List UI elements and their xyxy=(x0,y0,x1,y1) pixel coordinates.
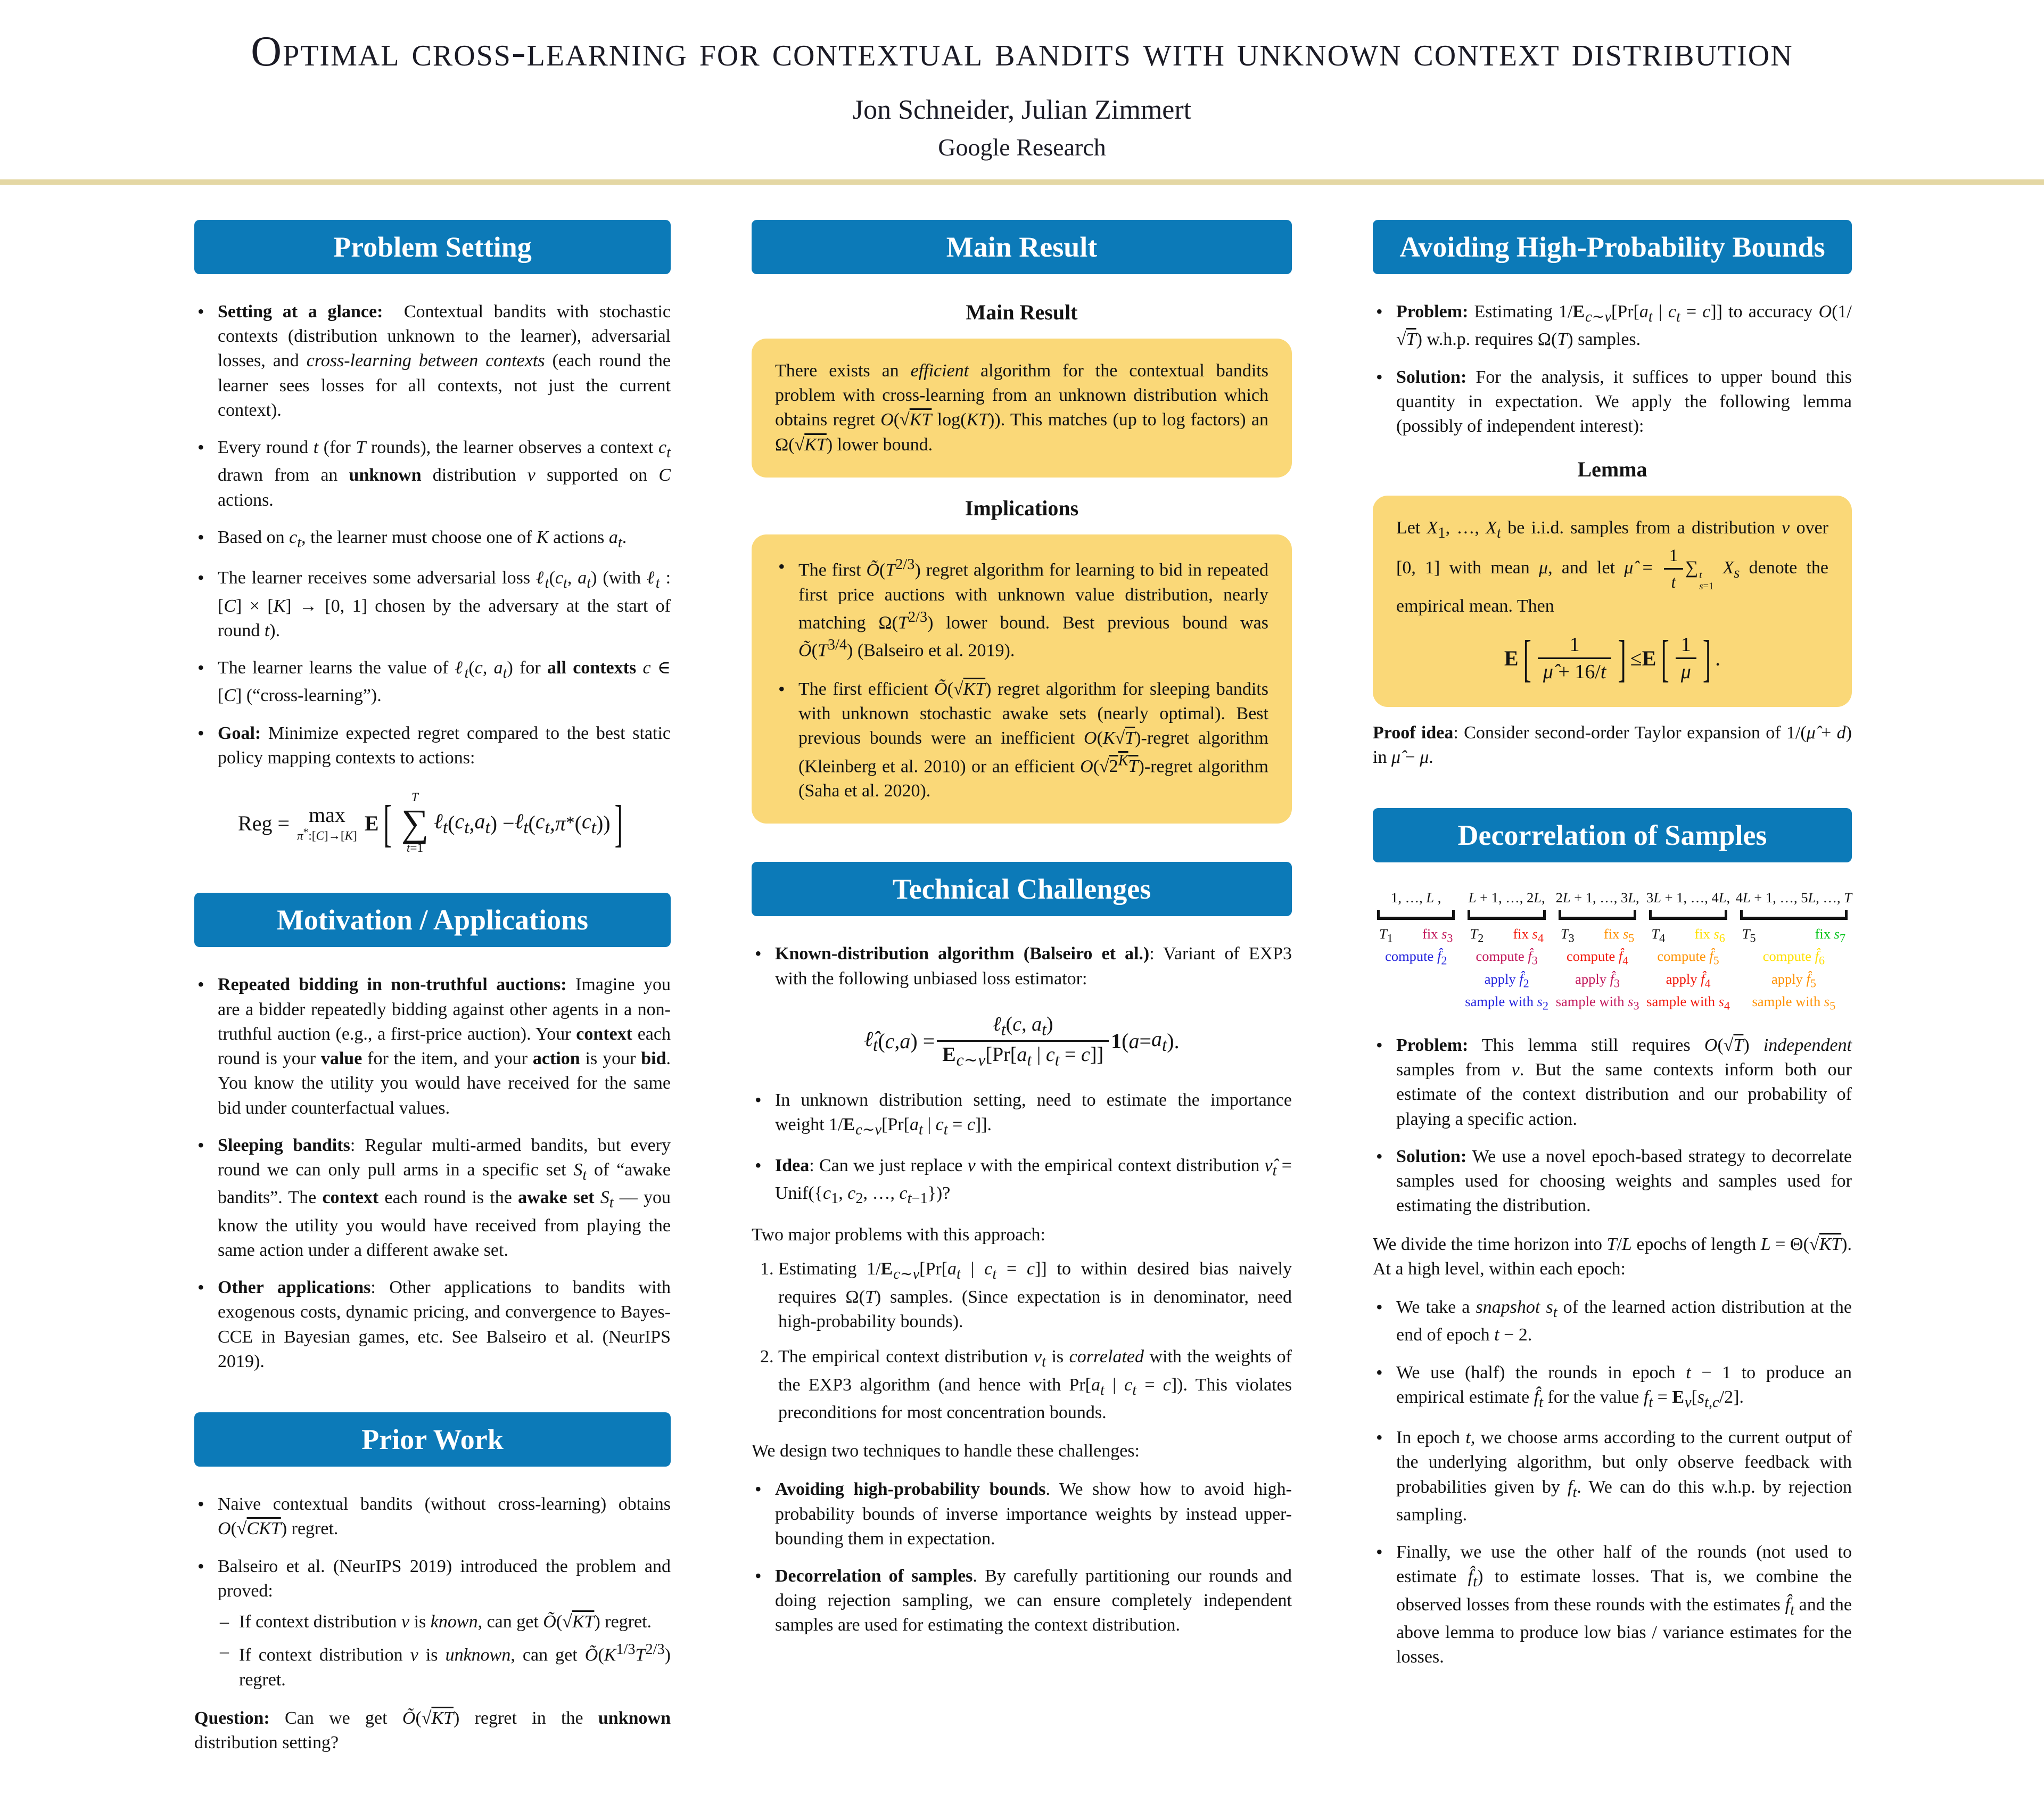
lemma-text: Let $X_1$, …, $X_t$ be i.i.d. samples from a distribution ν over [0, 1] with mean μ, and let μ̂ = $\frac{1}{t}$ ∑ t s=1 $X_s$ denote the empirical mean. Then xyxy=(1396,518,1829,616)
section-header-prior-work: Prior Work xyxy=(194,1412,671,1467)
sample-label: sample with $s_3$ xyxy=(1555,993,1639,1013)
underbrace xyxy=(1740,910,1848,920)
section-header-technical-challenges: Technical Challenges xyxy=(752,862,1292,916)
technical-list-2 xyxy=(752,1088,1292,1209)
bullet-item: • Other applications: Other applications to bandits with exogenous costs, dynamic pricing, and convergence to Bayes-CCE in Bayesian games, etc. See Balseiro et al. (NeurIPS 2019). xyxy=(194,1275,671,1374)
main-result-text: There exists an efficient algorithm for the contextual bandits problem with cross-learning from an unknown distribution which obtains regret O(√KT log(KT)). This matches (up to log factors) an Ω(√KT) lower bound. xyxy=(775,361,1268,455)
sample-label: sample with $s_5$ xyxy=(1752,993,1836,1013)
timeline-segments xyxy=(1373,888,1852,1014)
compute-label: compute $f̂_6$ xyxy=(1762,948,1825,967)
segment-range: L + 1, …, 2L, xyxy=(1468,890,1545,906)
subheading-lemma: Lemma xyxy=(1577,457,1647,482)
numbered-item: 1. Estimating $1/E_{c\sim\nu}[Pr[a_t$ | $c_t = c$]] to within desired bias naively requires Ω(T) samples. (Since expectation is in denominator, need high-probability bounds). xyxy=(778,1257,1292,1334)
epoch-timeline-diagram xyxy=(1373,888,1852,1014)
bullet-item: • Sleeping bandits: Regular multi-armed bandits, but every round we can only pull arms in a specific set $S_t$ of “awake bandits”. The context each round is the awake set $S_t$ — you know the utility you would have received from playing the same action under a different awake set. xyxy=(194,1133,671,1263)
problem-setting-list xyxy=(194,300,671,770)
bullet-item: • Goal: Minimize expected regret compared to the best static policy mapping contexts to actions: xyxy=(194,721,671,770)
sample-label: sample with $s_2$ xyxy=(1465,993,1549,1013)
fix-label: fix $s_3$ xyxy=(1422,926,1453,945)
implications-list xyxy=(775,555,1268,803)
section-header-motivation: Motivation / Applications xyxy=(194,893,671,947)
panel-main-result xyxy=(752,220,1292,824)
loss-estimator-formula: $\ell̂_t$ ( c , a ) = $\frac{\ell_t(c, a_t)}{E_{c\sim\nu}[Pr[a_t | c_t = c]]}$ 1 ( a = $a_t$ ). xyxy=(864,1013,1180,1070)
bullet-item: • Decorrelation of samples. By carefully partitioning our rounds and doing rejection sampling, we can ensure completely independent samples are used for estimating the context distribution. xyxy=(752,1564,1292,1638)
proof-idea: Proof idea: Consider second-order Taylor expansion of 1/(μ̂ + d) in μ̂ − μ. xyxy=(1373,722,1852,767)
column-left xyxy=(194,220,671,1794)
section-header-decorrelation: Decorrelation of Samples xyxy=(1373,808,1852,862)
bullet-item: • Solution: We use a novel epoch-based strategy to decorrelate samples used for choosing weights and samples used for estimating the distribution. xyxy=(1373,1145,1852,1219)
bullet-item: • Avoiding high-probability bounds. We show how to avoid high-probability bounds of inverse importance weights by instead upper-bounding them in expectation. xyxy=(752,1477,1292,1551)
epoch-label: $T_2$ xyxy=(1470,926,1484,945)
bullet-item: • The learner receives some adversarial loss $\ell_t(c_t$, $a_t$) (with ℓ$_t$ : [C] × [K] → [0, 1] chosen by the adversary at the start of round t). xyxy=(194,566,671,643)
bullet-item: • Known-distribution algorithm (Balseiro et al.): Variant of EXP3 with the following unbiased loss estimator: xyxy=(752,942,1292,991)
underbrace xyxy=(1559,910,1636,920)
bullet-item: • In unknown distribution setting, need to estimate the importance weight $1/E_{c\sim\nu}[Pr[a_t$ | $c_t = c$]]. xyxy=(752,1088,1292,1141)
regret-formula: Reg = max π*:[C]→[K] E [ T ∑ t=1 ℓ$_t$ ( $c_t$ , $a_t$ ) − ℓ$_t$ ( $c_t$ , π * ( $c_t$ )) ] xyxy=(238,791,623,855)
bullet-item: • We use (half) the rounds in epoch t − 1 to produce an empirical estimate $f̂_t$ for the value $f_t = E_\nu[s_{t,c}/2]$. xyxy=(1373,1361,1852,1413)
bullet-item: • Finally, we use the other half of the rounds (not used to estimate $f̂_t$) to estimate losses. That is, we combine the observed losses from these rounds with the estimates $f̂_t$ and the above lemma to produce low bias / variance estimates for the losses. xyxy=(1373,1540,1852,1669)
poster-affiliation: Google Research xyxy=(938,134,1106,161)
column-right xyxy=(1373,220,1852,1708)
compute-label: compute $f̂_4$ xyxy=(1566,948,1629,967)
bullet-item: • Based on $c_t$, the learner must choose one of K actions $a_t$. xyxy=(194,525,671,553)
panel-avoiding-bounds xyxy=(1373,220,1852,770)
timeline-segment-1 xyxy=(1373,888,1459,1014)
apply-label: apply $f̂_2$ xyxy=(1484,970,1529,990)
lemma-box xyxy=(1373,496,1852,706)
timeline-segment-2 xyxy=(1463,888,1550,1014)
section-header-avoiding-bounds: Avoiding High-Probability Bounds xyxy=(1373,220,1852,274)
poster-authors: Jon Schneider, Julian Zimmert xyxy=(852,95,1192,125)
apply-label: apply $f̂_3$ xyxy=(1575,970,1620,990)
bullet-item: • Setting at a glance: Contextual bandits with stochastic contexts (distribution unknown to the learner), adversarial losses, and cross-learning between contexts (each round the learner sees losses for all contexts, not just the current context). xyxy=(194,300,671,423)
segment-range: 1, …, L , xyxy=(1391,890,1441,906)
epoch-label: $T_5$ xyxy=(1742,926,1756,945)
bullet-text: Balseiro et al. (NeurIPS 2019) introduced the problem and proved: xyxy=(218,1556,671,1601)
problems-intro: Two major problems with this approach: xyxy=(752,1225,1045,1245)
column-middle xyxy=(752,220,1292,1676)
motivation-list xyxy=(194,973,671,1374)
timeline-segment-5 xyxy=(1736,888,1852,1014)
bullet-item: • Solution: For the analysis, it suffices to upper bound this quantity in expectation. We apply the following lemma (possibly of independent interest): xyxy=(1373,365,1852,439)
poster-title: Optimal cross-learning for contextual bandits with unknown context distribution xyxy=(251,28,1793,75)
timeline-segment-4 xyxy=(1645,888,1731,1014)
apply-label: apply $f̂_5$ xyxy=(1771,970,1816,990)
implications-box xyxy=(752,534,1292,824)
underbrace xyxy=(1377,910,1455,920)
timeline-segment-3 xyxy=(1554,888,1641,1014)
panel-motivation xyxy=(194,893,671,1374)
panel-prior-work xyxy=(194,1412,671,1755)
epoch-label: $T_1$ xyxy=(1379,926,1393,945)
underbrace xyxy=(1468,910,1545,920)
section-header-main-result: Main Result xyxy=(752,220,1292,274)
panel-decorrelation xyxy=(1373,808,1852,1669)
bullet-item: • The first efficient Õ(√KT) regret algorithm for sleeping bandits with unknown stochastic awake sets (nearly optimal). Best previous bounds were an inefficient O(K√T)-regret algorithm (Kleinberg et al. 2010) or an efficient $O(√2^KT)$-regret algorithm (Saha et al. 2020). xyxy=(775,677,1268,804)
epoch-label: $T_4$ xyxy=(1651,926,1666,945)
poster-header xyxy=(0,0,2044,161)
decorrelation-list xyxy=(1373,1033,1852,1219)
bullet-item: • Naive contextual bandits (without cross-learning) obtains O(√CKT) regret. xyxy=(194,1492,671,1541)
bullet-item: • In epoch t, we choose arms according to the current output of the underlying algorithm, but only observe feedback with probabilities given by $f_t$. We can do this w.h.p. by rejection sampling. xyxy=(1373,1426,1852,1527)
epoch-steps-list xyxy=(1373,1295,1852,1669)
segment-range: 4L + 1, …, 5L, …, T xyxy=(1735,890,1852,906)
fix-label: fix $s_4$ xyxy=(1513,926,1544,945)
compute-label: compute $f̂_3$ xyxy=(1476,948,1538,967)
sample-label: sample with $s_4$ xyxy=(1646,993,1730,1013)
bullet-item: • Problem: This lemma still requires O(√T) independent samples from ν. But the same contexts inform both our estimate of the context distribution and our probability of playing a specific action. xyxy=(1373,1033,1852,1132)
lemma-inequality: E [ $\frac{1}{\mû + 16/t}$ ] ≤ E [ $\frac{1}{\mu}$ ] . xyxy=(1504,629,1721,687)
divide-text: We divide the time horizon into T/L epochs of length L = Θ(√KT). At a high level, within each epoch: xyxy=(1373,1234,1852,1279)
technical-list xyxy=(752,942,1292,991)
bullet-item: • The learner learns the value of ℓ$_t$(c, $a_t$) for all contexts c ∈ [C] (“cross-learning”). xyxy=(194,656,671,709)
divider-rule xyxy=(0,179,2044,185)
bullet-item: • Repeated bidding in non-truthful auctions: Imagine you are a bidder repeatedly bidding against other agents in a non-truthful auction (e.g., a first-price auction). Your context each round is your value for the item, and your action is your bid. You know the utility you would have received for the same bid under counterfactual values. xyxy=(194,973,671,1120)
bullet-item: • The first $Õ(T^{2/3})$ regret algorithm for learning to bid in repeated first price auctions with unknown value distribution, nearly matching $\Omega(T^{2/3})$ lower bound. Best previous bound was $Õ(T^{3/4})$ (Balseiro et al. 2019). xyxy=(775,555,1268,663)
section-header-problem-setting: Problem Setting xyxy=(194,220,671,274)
prior-work-list xyxy=(194,1492,671,1692)
bullet-item: • Every round t (for T rounds), the learner observes a context $c_t$ drawn from an unknown distribution ν supported on C actions. xyxy=(194,435,671,513)
bullet-item xyxy=(194,1554,671,1693)
main-result-box xyxy=(752,339,1292,478)
bullet-item: • Idea: Can we just replace ν with the empirical context distribution $\nû_t$ = $Unif(\{c_1$, $c_2$, …, $c_{t-1}$})? xyxy=(752,1154,1292,1209)
panel-problem-setting xyxy=(194,220,671,854)
avoiding-list xyxy=(1373,300,1852,439)
compute-label: compute $f̂_2$ xyxy=(1385,948,1447,967)
compute-label: compute $f̂_5$ xyxy=(1657,948,1719,967)
panel-technical-challenges xyxy=(752,862,1292,1637)
subheading-implications: Implications xyxy=(965,496,1079,520)
techniques-list xyxy=(752,1477,1292,1637)
problems-numbered-list xyxy=(752,1257,1292,1425)
fix-label: fix $s_6$ xyxy=(1694,926,1725,945)
bullet-item: • Problem: Estimating $1/E_{c\sim\nu}[Pr[a_t$ | $c_t = c$]] to accuracy O(1/√T) w.h.p. requires Ω(T) samples. xyxy=(1373,300,1852,352)
design-intro: We design two techniques to handle these challenges: xyxy=(752,1441,1140,1461)
segment-range: 3L + 1, …, 4L, xyxy=(1646,890,1730,906)
sub-item: – If context distribution ν is unknown, can get $Õ(K^{1/3}T^{2/3})$ regret. xyxy=(218,1640,671,1692)
subheading-main-result: Main Result xyxy=(966,300,1078,324)
prior-work-question: Question: Can we get Õ(√KT) regret in the unknown distribution setting? xyxy=(194,1708,671,1753)
segment-range: 2L + 1, …, 3L, xyxy=(1555,890,1639,906)
underbrace xyxy=(1649,910,1727,920)
poster-columns xyxy=(0,185,2044,1794)
numbered-item: 2. The empirical context distribution $\nu_t$ is correlated with the weights of the EXP3 algorithm (and hence with $Pr[a_t$ | $c_t = c$]). This violates preconditions for most concentration bounds. xyxy=(778,1345,1292,1425)
epoch-label: $T_3$ xyxy=(1560,926,1575,945)
prior-work-sublist xyxy=(218,1610,671,1692)
bullet-item: • We take a snapshot $s_t$ of the learned action distribution at the end of epoch t − 2. xyxy=(1373,1295,1852,1348)
sub-item: – If context distribution ν is known, can get Õ(√KT) regret. xyxy=(218,1610,671,1634)
apply-label: apply $f̂_4$ xyxy=(1666,970,1711,990)
fix-label: fix $s_7$ xyxy=(1815,926,1845,945)
fix-label: fix $s_5$ xyxy=(1603,926,1635,945)
